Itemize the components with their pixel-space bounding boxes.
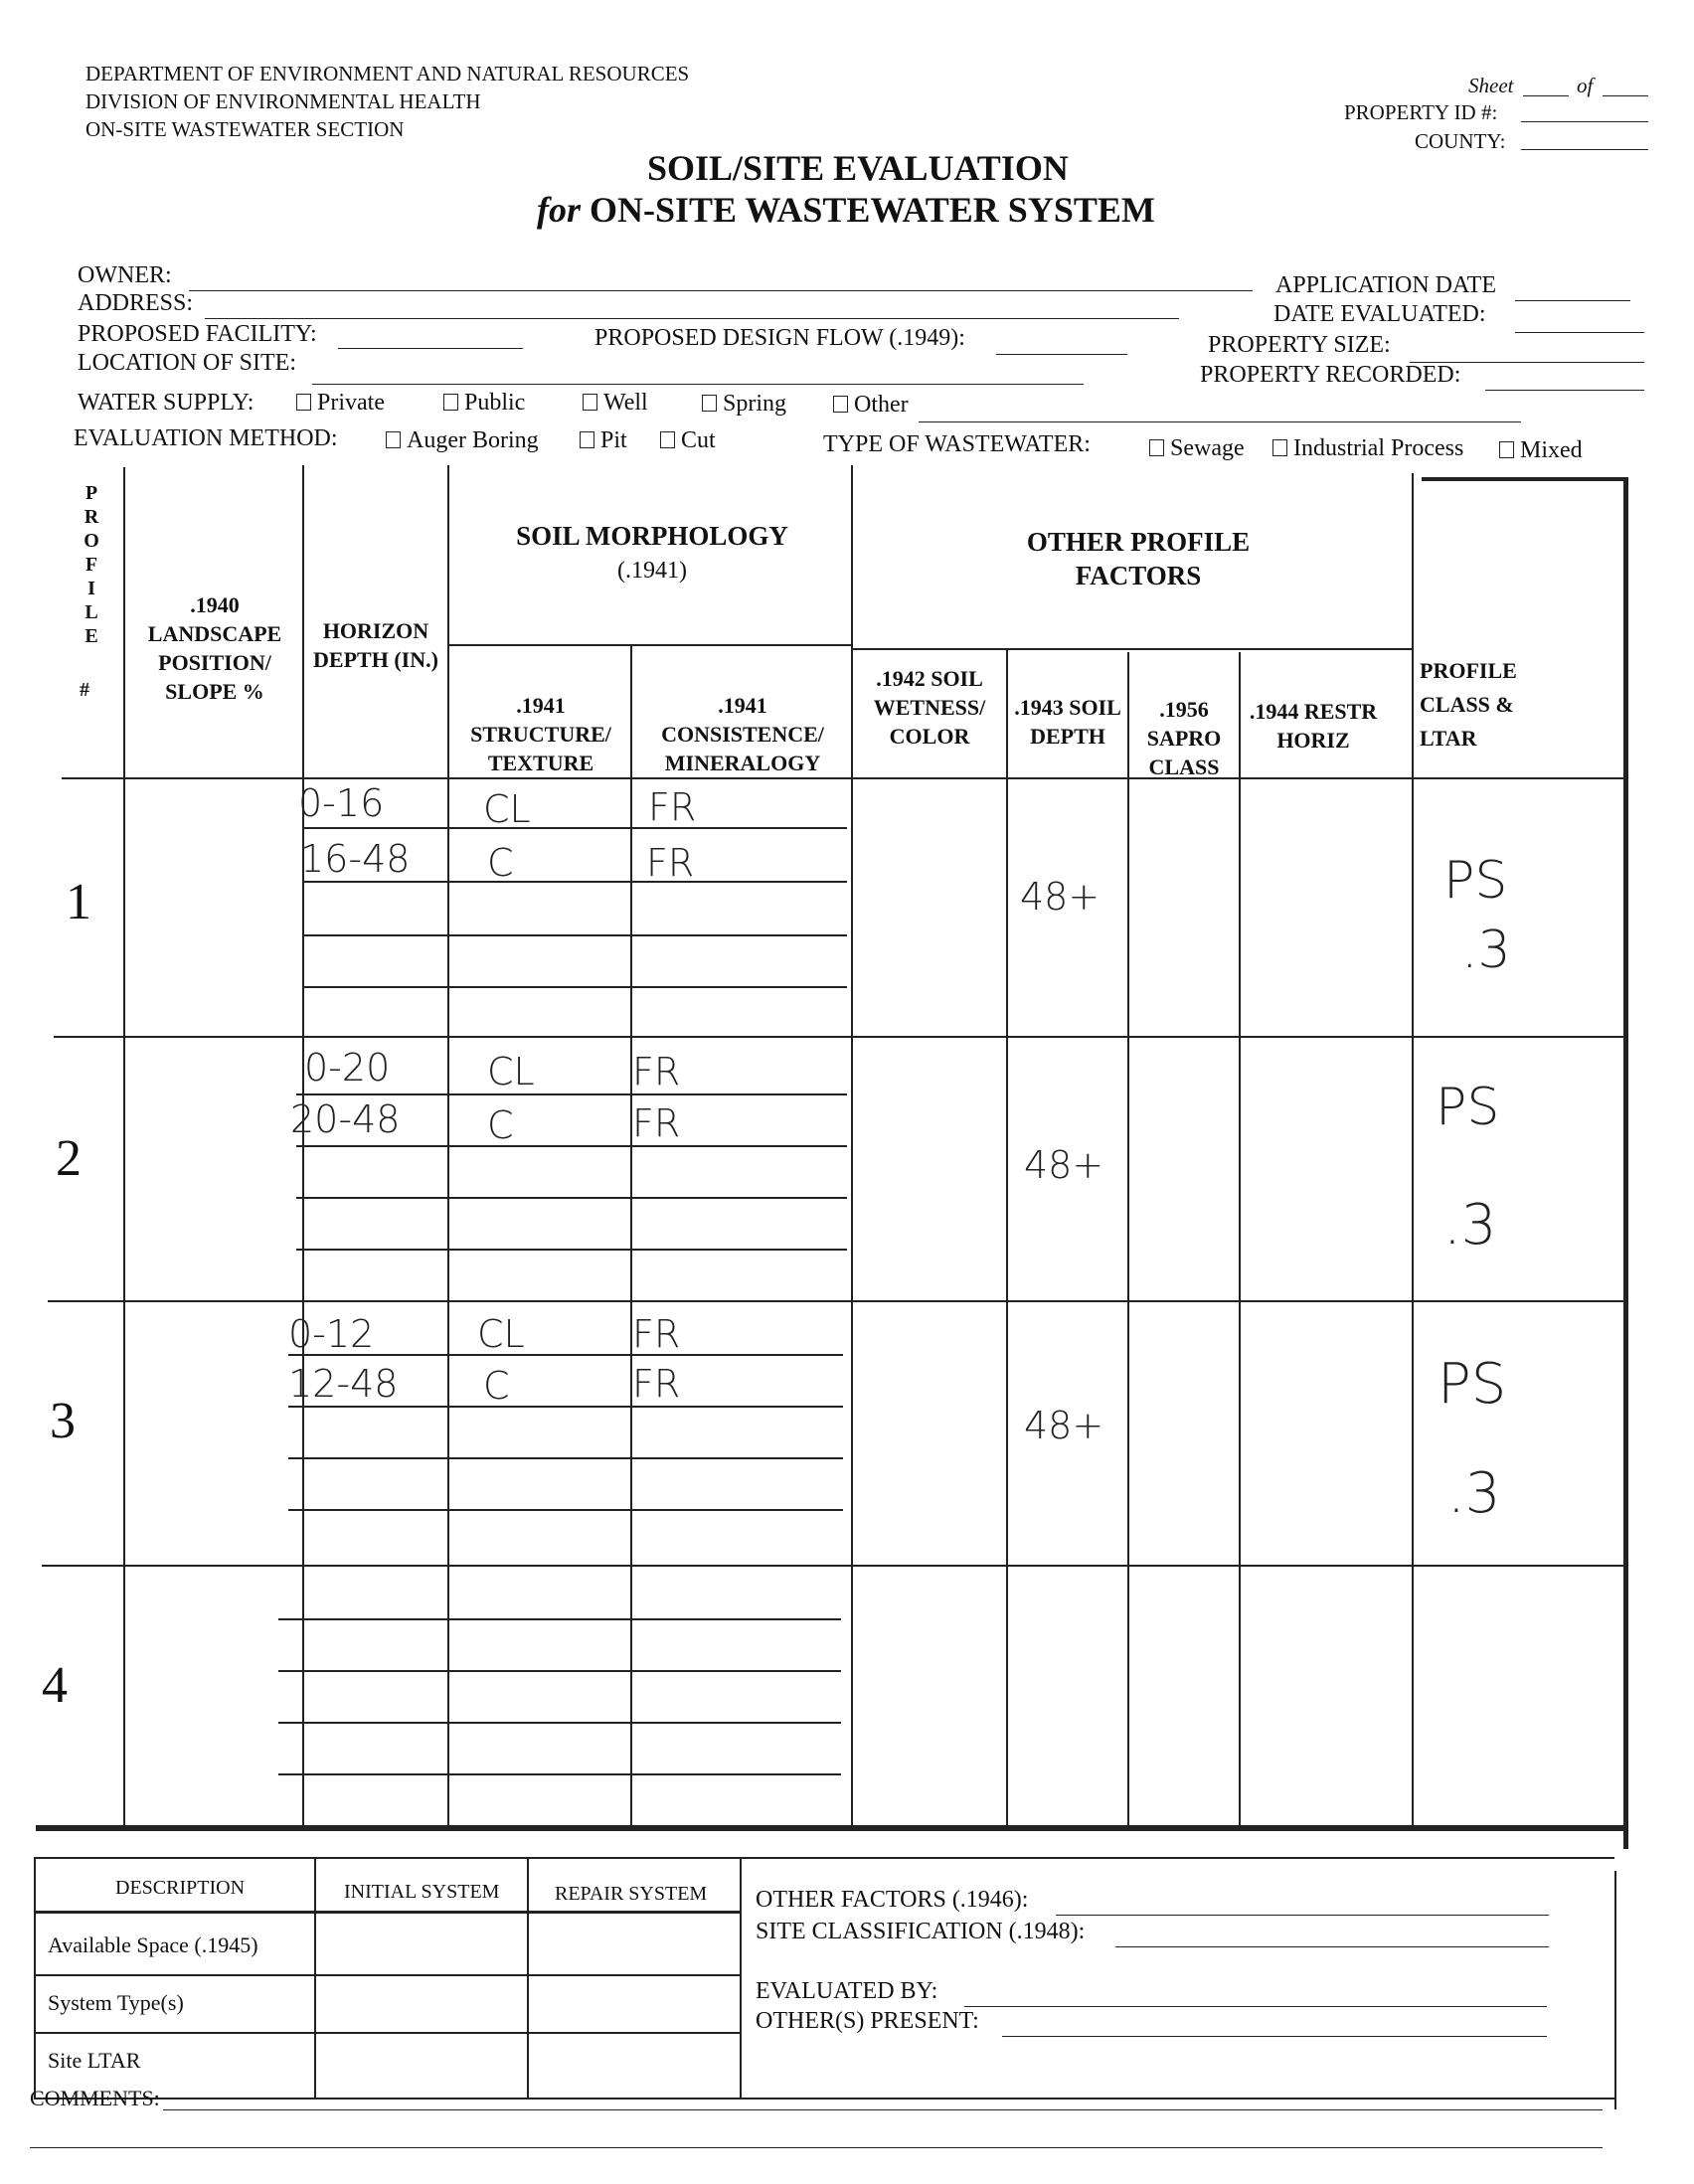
evaluated-by-label: EVALUATED BY: [756, 1978, 938, 2004]
property-recorded-field[interactable] [1485, 390, 1644, 391]
site-classification-field[interactable] [1115, 1946, 1549, 1947]
sheet-label: Sheet [1468, 74, 1514, 97]
design-flow-field[interactable] [996, 354, 1127, 355]
date-evaluated-label: DATE EVALUATED: [1273, 301, 1486, 327]
water-other-option[interactable]: Other [833, 392, 909, 419]
initial-system-header: INITIAL SYSTEM [344, 1881, 500, 1903]
horizon-depth-value[interactable]: 0-16 [298, 781, 385, 825]
county-label: COUNTY: [1415, 129, 1506, 153]
application-date-label: APPLICATION DATE [1275, 272, 1496, 298]
application-date-field[interactable] [1515, 300, 1630, 301]
checkbox-icon [580, 431, 594, 448]
evaluation-method-label: EVALUATION METHOD: [74, 425, 338, 451]
of-label: of [1577, 74, 1594, 97]
horizon-depth-value[interactable]: 12-48 [288, 1362, 399, 1406]
property-size-label: PROPERTY SIZE: [1208, 332, 1391, 358]
department-name: DEPARTMENT OF ENVIRONMENT AND NATURAL RESOURCES [85, 62, 690, 85]
checkbox-icon [386, 431, 401, 448]
site-ltar-label: Site LTAR [48, 2048, 141, 2073]
checkbox-icon [1499, 441, 1514, 458]
profile-class-value[interactable]: PS [1436, 1078, 1500, 1137]
others-present-label: OTHER(S) PRESENT: [756, 2008, 979, 2034]
water-public-option[interactable]: Public [443, 390, 525, 417]
section-name: ON-SITE WASTEWATER SECTION [85, 117, 405, 141]
division-name: DIVISION OF ENVIRONMENTAL HEALTH [85, 89, 481, 113]
consistence-header: .1941 CONSISTENCE/ MINERALOGY [661, 693, 824, 775]
soil-depth-value[interactable]: 48+ [1020, 875, 1101, 919]
other-factors-label: OTHER FACTORS (.1946): [756, 1887, 1029, 1913]
ww-industrial-option[interactable]: Industrial Process [1272, 435, 1463, 462]
sapro-class-header: .1956 SAPRO CLASS [1146, 697, 1222, 779]
profile-number: 4 [42, 1657, 68, 1714]
form-subtitle [537, 189, 1155, 231]
consistence-value[interactable]: FR [632, 1050, 681, 1093]
water-spring-option[interactable]: Spring [702, 391, 786, 418]
texture-value[interactable]: CL [487, 1050, 535, 1093]
profile-header-hash: # [80, 679, 89, 701]
wastewater-type-label: TYPE OF WASTEWATER: [823, 431, 1091, 457]
ltar-value[interactable]: .3 [1447, 1461, 1501, 1526]
checkbox-icon [660, 431, 675, 448]
title-for: for [537, 190, 581, 230]
soil-wetness-header: .1942 SOIL WETNESS/ COLOR [873, 666, 986, 749]
profile-number: 2 [56, 1130, 82, 1187]
others-present-field[interactable] [1002, 2036, 1547, 2037]
restr-horiz-header: .1944 RESTR HORIZ [1249, 699, 1378, 753]
horizon-depth-header: HORIZON DEPTH (IN.) [313, 618, 438, 672]
address-label: ADDRESS: [78, 290, 194, 316]
checkbox-icon [443, 394, 458, 411]
checkbox-icon [583, 394, 597, 411]
structure-texture-header: .1941 STRUCTURE/ TEXTURE [470, 693, 611, 775]
soil-depth-value[interactable]: 48+ [1024, 1404, 1104, 1447]
ltar-value[interactable]: .3 [1461, 921, 1511, 980]
ww-mixed-option[interactable]: Mixed [1499, 437, 1583, 464]
soil-depth-header: .1943 SOIL DEPTH [1014, 695, 1121, 749]
property-id-label: PROPERTY ID #: [1344, 100, 1498, 124]
soil-depth-value[interactable]: 48+ [1024, 1143, 1104, 1187]
consistence-value[interactable]: FR [646, 841, 695, 885]
proposed-facility-field[interactable] [338, 348, 523, 349]
texture-value[interactable]: C [487, 841, 514, 885]
checkbox-icon [1272, 439, 1287, 456]
property-id-field[interactable] [1521, 121, 1648, 122]
comments-label: COMMENTS: [30, 2086, 160, 2110]
water-supply-label: WATER SUPPLY: [78, 390, 254, 416]
other-factors-field[interactable] [1056, 1915, 1549, 1916]
landscape-header: .1940 LANDSCAPE POSITION/ SLOPE % [147, 592, 282, 704]
sheet-number-field[interactable] [1523, 95, 1569, 96]
consistence-value[interactable]: FR [632, 1312, 681, 1356]
ww-sewage-option[interactable]: Sewage [1149, 435, 1245, 462]
profile-number: 1 [66, 874, 91, 930]
consistence-value[interactable]: FR [632, 1101, 681, 1145]
evaluated-by-field[interactable] [964, 2006, 1547, 2007]
checkbox-icon [1149, 439, 1164, 456]
profile-class-value[interactable]: PS [1438, 1352, 1507, 1417]
owner-label: OWNER: [78, 262, 172, 288]
horizon-depth-value[interactable]: 20-48 [290, 1097, 401, 1141]
profile-class-value[interactable]: PS [1443, 851, 1508, 911]
county-field[interactable] [1521, 149, 1648, 150]
repair-system-header: REPAIR SYSTEM [555, 1883, 708, 1905]
horizon-depth-value[interactable]: 0-20 [304, 1046, 391, 1090]
description-header: DESCRIPTION [115, 1877, 246, 1899]
texture-value[interactable]: CL [477, 1312, 525, 1356]
water-private-option[interactable]: Private [296, 390, 385, 417]
checkbox-icon [833, 396, 848, 413]
profile-number: 3 [50, 1393, 76, 1449]
available-space-label: Available Space (.1945) [48, 1932, 258, 1957]
soil-morphology-code: (.1941) [617, 558, 687, 584]
checkbox-icon [702, 395, 717, 412]
eval-cut-option[interactable]: Cut [660, 427, 716, 454]
texture-value[interactable]: CL [483, 787, 531, 831]
soil-morphology-header: SOIL MORPHOLOGY [516, 521, 788, 551]
horizon-depth-value[interactable]: 0-12 [288, 1312, 375, 1356]
title-system: ON-SITE WASTEWATER SYSTEM [590, 190, 1155, 230]
water-well-option[interactable]: Well [583, 390, 648, 417]
sheet-total-field[interactable] [1603, 95, 1648, 96]
proposed-facility-label: PROPOSED FACILITY: [78, 321, 317, 347]
date-evaluated-field[interactable] [1515, 332, 1644, 333]
water-other-field[interactable] [919, 421, 1521, 422]
comments-field[interactable] [163, 2109, 1603, 2110]
profile-header-vertical: P R O F I L E [84, 482, 99, 647]
owner-field[interactable] [189, 290, 1253, 291]
consistence-value[interactable]: FR [632, 1362, 681, 1406]
texture-value[interactable]: C [487, 1103, 514, 1147]
property-recorded-label: PROPERTY RECORDED: [1200, 362, 1461, 388]
design-flow-label: PROPOSED DESIGN FLOW (.1949): [594, 325, 965, 351]
other-profile-factors-header: OTHER PROFILE FACTORS [1026, 527, 1251, 590]
system-types-label: System Type(s) [48, 1990, 184, 2015]
eval-auger-option[interactable]: Auger Boring [386, 427, 539, 454]
checkbox-icon [296, 394, 311, 411]
ltar-value[interactable]: .3 [1443, 1193, 1497, 1258]
location-field[interactable] [312, 384, 1084, 385]
address-field[interactable] [205, 318, 1179, 319]
form-title: SOIL/SITE EVALUATION [647, 148, 1069, 188]
horizon-depth-value[interactable]: 16-48 [300, 837, 411, 881]
profile-class-header: PROFILE CLASS & LTAR [1420, 658, 1517, 751]
eval-pit-option[interactable]: Pit [580, 427, 627, 454]
location-label: LOCATION OF SITE: [78, 350, 296, 376]
texture-value[interactable]: C [483, 1364, 510, 1408]
comments-field-line2[interactable] [30, 2147, 1603, 2148]
site-classification-label: SITE CLASSIFICATION (.1948): [756, 1919, 1086, 1944]
consistence-value[interactable]: FR [648, 785, 697, 829]
